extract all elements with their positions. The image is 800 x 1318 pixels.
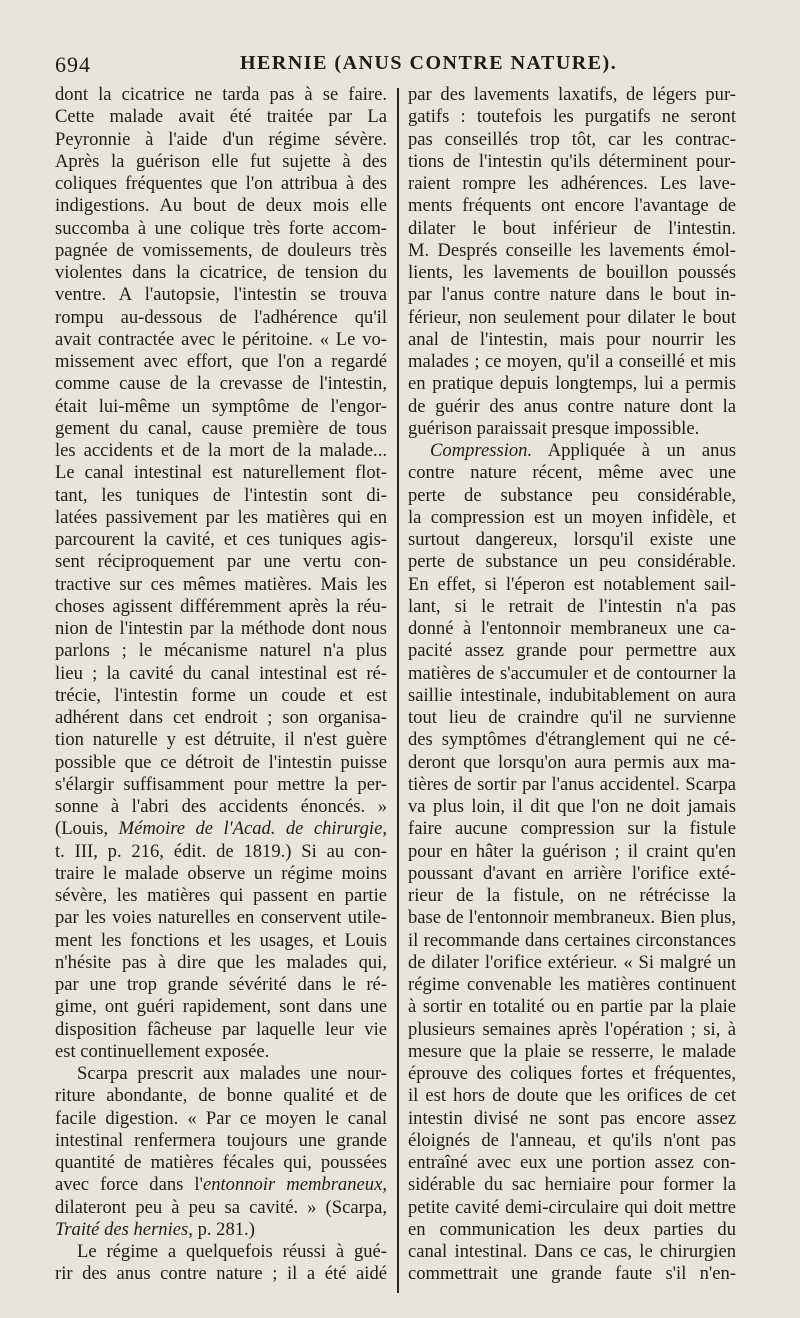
text-line: coliques fréquentes que l'on attribua à des	[55, 173, 387, 194]
text-line: sévère, les matières qui passent en partie	[55, 885, 387, 906]
text-line: indigestions. Au bout de deux mois elle	[55, 195, 387, 217]
text-line: en communication les deux parties du	[408, 1218, 736, 1240]
text-line: Scarpa prescrit aux malades une nour-	[77, 1063, 387, 1084]
text-line: n'hésite pas à dire que les malades qui,	[55, 951, 387, 973]
left-column	[55, 84, 387, 1286]
running-head: HERNIE (ANUS CONTRE NATURE).	[240, 52, 618, 74]
text-run: , p. 281.)	[188, 1218, 255, 1240]
text-line: était lui-même un symptôme de l'engor-	[55, 395, 387, 417]
text-run: avec force dans l'	[55, 1174, 203, 1196]
text-line: sent réciproquement par une vertu con-	[55, 551, 387, 573]
text-line: disposition fâcheuse par laquelle leur vie	[55, 1018, 387, 1040]
text-line: comme cause de la crevasse de l'intestin,	[55, 373, 387, 395]
text-line: traire le malade observe un régime moins	[55, 862, 387, 884]
text-run: (Louis,	[55, 818, 119, 840]
text-line: intestin divisé ne sont pas encore assez	[408, 1107, 736, 1129]
text-line: parcourent la cavité, et ces tuniques agis-	[55, 529, 387, 550]
text-line: par l'anus contre nature dans le bout in-	[408, 284, 736, 306]
text-line: succomba à une colique très forte accom-	[55, 217, 387, 239]
column-divider	[397, 88, 399, 1293]
text-line: par des lavements laxatifs, de légers pur-	[408, 84, 736, 105]
text-line: dilater le bout inférieur de l'intestin.	[408, 217, 736, 239]
text-line: tion naturelle y est détruite, il n'est guère	[55, 729, 387, 751]
text-line: choses agissent différemment après la réu-	[55, 595, 387, 617]
text-line: avait contractée avec le péritoine. « Le vo-	[55, 328, 387, 350]
text-line: par une trop grande sévérité dans le ré-	[55, 974, 387, 995]
text-line: Cette malade avait été traitée par La	[55, 106, 387, 128]
text-line: Peyronnie à l'aide d'un régime sévère.	[55, 128, 387, 150]
text-run: ,	[382, 1174, 387, 1196]
text-line: ment les fonctions et les usages, et Louis	[55, 929, 387, 951]
text-line: riture abondante, de bonne qualité et de	[55, 1085, 387, 1107]
text-line: va plus loin, il dit que l'on ne doit jamais	[408, 796, 736, 817]
text-run: ,	[382, 818, 387, 840]
text-line: lant, si le retrait de l'intestin n'a pas	[408, 595, 736, 617]
text-line: sonne à l'abri des accidents énoncés. »	[55, 796, 387, 817]
text-line: deront que lorsqu'on aura permis aux ma-	[408, 751, 736, 773]
text-line: tions de l'intestin qu'ils déterminent pour-	[408, 150, 736, 172]
text-line: pacité assez grande pour permettre aux	[408, 640, 736, 662]
text-line: violentes dans la cicatrice, de tension du	[55, 262, 387, 283]
text-line: matières de s'accumuler et de contourner la	[408, 662, 736, 684]
text-line: intestinal renfermera toujours une grande	[55, 1129, 387, 1151]
text-line: férieur, non seulement pour dilater le bout	[408, 306, 736, 328]
text-line: saillie intestinale, indubitablement on aura	[408, 684, 736, 706]
text-line: latées passivement par les matières qui en	[55, 506, 387, 528]
page-header	[55, 52, 765, 82]
text-line: dilateront peu à peu sa cavité. » (Scarpa,	[55, 1196, 387, 1218]
text-line: raient rompre les adhérences. Les lave-	[408, 173, 736, 194]
text-line	[408, 440, 736, 462]
text-line: donné à l'entonnoir membraneux une ca-	[408, 618, 736, 639]
italic-run: entonnoir membraneux	[202, 1174, 383, 1196]
italic-run: Traité des hernies	[55, 1218, 189, 1240]
text-line: perte de substance peu considérable,	[408, 484, 736, 506]
text-line: parlons ; le mécanisme naturel n'a plus	[55, 640, 387, 662]
text-line: sidérable du sac herniaire pour former la	[408, 1174, 736, 1196]
text-line: dont la cicatrice ne tarda pas à se faire.	[55, 84, 387, 105]
text-line: t. III, p. 216, édit. de 1819.) Si au con-	[55, 840, 387, 862]
text-line: plusieurs semaines après l'opération ; si, à	[408, 1018, 736, 1040]
text-line: Après la guérison elle fut sujette à des	[55, 150, 387, 172]
text-line: ments fréquents ont encore l'avantage de	[408, 195, 736, 217]
text-line: entraîné avec eux une portion assez con-	[408, 1152, 736, 1173]
text-line: petite cavité demi-circulaire qui doit mettre	[408, 1196, 736, 1218]
text-line: base de l'entonnoir membraneux. Bien plus,	[408, 907, 736, 929]
text-line: gime, ont guéri rapidement, sont dans une	[55, 996, 387, 1018]
italic-run: Compression.	[430, 440, 533, 461]
text-line: Le régime a quelquefois réussi à gué-	[77, 1241, 387, 1262]
text-line: des symptômes d'étranglement qui ne cé-	[408, 729, 736, 751]
text-line: canal intestinal. Dans ce cas, le chirurgien	[408, 1241, 736, 1262]
text-line: pour en hâter la guérison ; il craint qu'en	[408, 840, 736, 862]
text-line: gatifs : toutefois les purgatifs ne seront	[408, 106, 736, 128]
text-line: rompu au-dessous de l'adhérence qu'il	[55, 306, 387, 328]
text-line: ventre. A l'autopsie, l'intestin se trouva	[55, 284, 387, 306]
text-line: tout lieu de craindre qu'il ne survienne	[408, 707, 736, 728]
text-line: tières de sortir par l'anus accidentel. Scarpa	[408, 773, 736, 795]
text-line: missement avec effort, que l'on a regardé	[55, 351, 387, 372]
text-line: rir des anus contre nature ; il a été aidé	[55, 1263, 387, 1285]
text-line: faire aucune compression sur la fistule	[408, 818, 736, 840]
text-line: les accidents et de la mort de la malade...	[55, 440, 387, 461]
text-line: mesure que la plaie se resserre, le malade	[408, 1040, 736, 1062]
text-line: poussant d'avant en arrière l'orifice exté-	[408, 862, 736, 884]
text-line: à sortir en totalité ou en partie par la plaie	[408, 996, 736, 1018]
text-line: pas conseillés trop tôt, car les contrac-	[408, 128, 736, 150]
text-line: de guérir des anus contre nature dont la	[408, 395, 736, 417]
page-number: 694	[55, 52, 91, 77]
text-line: facile digestion. « Par ce moyen le canal	[55, 1107, 387, 1129]
text-line: Le canal intestinal est naturellement flot-	[55, 462, 387, 484]
text-line: de dilater l'orifice extérieur. « Si malgré un	[408, 951, 736, 973]
text-line	[55, 1219, 387, 1241]
text-line: M. Després conseille les lavements émol-	[408, 239, 736, 261]
text-line: par les voies naturelles en conservent utile-	[55, 907, 387, 929]
text-line: éprouve des coliques fortes et fréquentes,	[408, 1063, 736, 1084]
text-line: il recommande dans certaines circonstances	[408, 929, 736, 951]
right-column	[408, 84, 736, 1286]
text-line: commettrait une grande faute s'il n'en-	[408, 1263, 736, 1285]
text-line: adhérent dans cet endroit ; son organisa-	[55, 707, 387, 728]
text-run: Appliquée à un anus	[532, 440, 736, 461]
text-line: il est hors de doute que les orifices de cet	[408, 1085, 736, 1107]
text-line: régime convenable les matières continuent	[408, 974, 736, 995]
text-line: en pratique depuis longtemps, lui a permis	[408, 373, 736, 395]
text-line	[55, 1174, 387, 1196]
text-line: anal de l'intestin, mais pour nourrir les	[408, 328, 736, 350]
text-line: possible que ce détroit de l'intestin puisse	[55, 751, 387, 773]
text-line: lieu ; la cavité du canal intestinal est ré-	[55, 662, 387, 684]
text-line: guérison paraissait presque impossible.	[408, 417, 700, 439]
text-line: En effet, si l'éperon est notablement sail-	[408, 573, 736, 595]
text-line: surtout dangereux, lorsqu'il existe une	[408, 529, 736, 550]
text-line: tractive sur ces mêmes matières. Mais les	[55, 573, 387, 595]
text-line: nion de l'intestin par la méthode dont nous	[55, 618, 387, 639]
text-line: la compression est un moyen infidèle, et	[408, 506, 736, 528]
text-line: gement du canal, cause première de tous	[55, 417, 387, 439]
text-line	[55, 818, 387, 840]
text-line: trécie, l'intestin forme un coude et est	[55, 684, 387, 706]
text-line: tant, les tuniques de l'intestin sont di-	[55, 484, 387, 506]
text-line: perte de substance un peu considérable.	[408, 551, 736, 573]
text-line: malades ; ce moyen, qu'il a conseillé et mis	[408, 351, 736, 372]
text-line: éloignés de l'anneau, et qu'ils n'ont pas	[408, 1129, 736, 1151]
text-line: pagnée de vomissements, de douleurs très	[55, 239, 387, 261]
text-line: rieur de la fistule, on ne rétrécisse la	[408, 885, 736, 906]
text-line: contre nature récent, même avec une	[408, 462, 736, 484]
text-line: est continuellement exposée.	[55, 1040, 270, 1062]
text-line: lients, les lavements de bouillon poussés	[408, 262, 736, 283]
text-line: s'élargir suffisamment pour mettre la per-	[55, 773, 387, 795]
text-line: quantité de matières fécales qui, poussées	[55, 1152, 387, 1173]
italic-run: Mémoire de l'Acad. de chirurgie	[118, 818, 383, 840]
